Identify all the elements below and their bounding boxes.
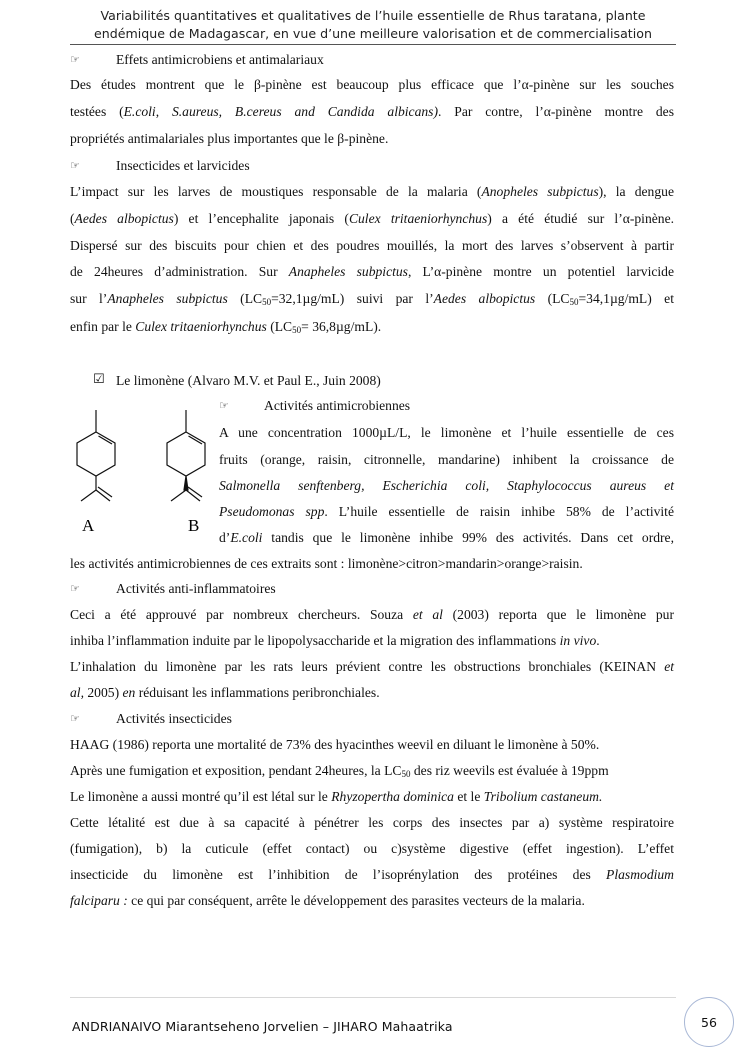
limonene-p2-line-2: inhiba l’inflammation induite par le lipopolysaccharide et la migration des inflammations in vivo.: [70, 633, 600, 648]
limonene-p3-line-2: Après une fumigation et exposition, pendant 24heures, la $LC_{50}$ des riz weevils est évaluée à 19ppm: [70, 763, 609, 779]
pointing-hand-icon: ☞: [70, 159, 80, 172]
pinene-p1-line-1: Des études montrent que le β-pinène est beaucoup plus efficace que l’α-pinène sur les souches: [70, 77, 674, 92]
pinene-p2-line-6: enfin par le Culex tritaeniorhynchus $(LC_{50}= 36,8\mu g/mL)$.: [70, 319, 382, 335]
limonene-p3-line-3: Le limonène a aussi montré qu’il est létal sur le Rhyzopertha dominica et le Tribolium castaneum.: [70, 789, 603, 804]
pointing-hand-icon: ☞: [219, 399, 229, 412]
structure-label-b: B: [188, 516, 200, 535]
limonene-p1-line-1: A une concentration 1000µL/L, le limonène et l’huile essentielle de ces: [219, 425, 674, 440]
heading-anti-inflammatory: Activités anti-inflammatoires: [116, 581, 276, 596]
heading-limonene-insecticides: Activités insecticides: [116, 711, 232, 726]
pinene-p2-line-1: L’impact sur les larves de moustiques responsable de la malaria (Anopheles subpictus), la dengue: [70, 184, 674, 199]
limonene-p1-line-4: Pseudomonas spp. L’huile essentielle de raisin inhibe 58% de l’activité: [219, 504, 674, 519]
limonene-p1-line-3: Salmonella senftenberg, Escherichia coli, Staphylococcus aureus et: [219, 478, 674, 493]
pinene-p2-line-4: de 24heures d’administration. Sur Anapheles subpictus, L’α-pinène montre un potentiel larvicide: [70, 264, 674, 279]
footer-authors: ANDRIANAIVO Miarantseheno Jorvelien – JIHARO Mahaatrika: [72, 1019, 453, 1034]
limonene-p3-line-5: (fumigation), b) la cuticule (effet contact) ou c)système digestive (effet ingestion). L’effet: [70, 841, 674, 856]
pinene-p2-line-5: sur l’Anapheles subpictus $(LC_{50}=32,1\mu g/mL)$ suivi par l’Aedes albopictus $(LC_{50}=34,1\mu g/mL)$ et: [70, 291, 674, 307]
page-number-badge: [684, 997, 734, 1047]
limonene-p3-line-4: Cette létalité est due à sa capacité à pénétrer les corps des insectes par a) système respiratoire: [70, 815, 674, 830]
limonene-structures-figure: [62, 400, 212, 540]
page-number: 56: [701, 1014, 717, 1030]
pointing-hand-icon: ☞: [70, 712, 80, 725]
pinene-p2-line-3: Dispersé sur des biscuits pour chien et des poudres mouillés, la mort des larves s’observent à partir: [70, 238, 674, 253]
limonene-p1-line-6: les activités antimicrobiennes de ces extraits sont : limonène>citron>mandarin>orange>raisin.: [70, 556, 583, 571]
limonene-p1-line-5: d’E.coli tandis que le limonène inhibe 99% des activités. Dans cet ordre,: [219, 530, 674, 545]
running-header: [70, 7, 676, 43]
footer-divider: [70, 997, 676, 998]
heading-antimicrobial-antimalarial: Effets antimicrobiens et antimalariaux: [116, 52, 324, 67]
header-divider: [70, 44, 676, 45]
heading-insecticides-larvicides: Insecticides et larvicides: [116, 158, 250, 173]
limonene-p3-line-6: insecticide du limonène est l’inhibition de l’isoprénylation des protéines des Plasmodium: [70, 867, 674, 882]
limonene-p3-line-1: HAAG (1986) reporta une mortalité de 73% des hyacinthes weevil en diluant le limonène à 50%.: [70, 737, 600, 752]
limonene-section-title: Le limonène (Alvaro M.V. et Paul E., Juin 2008): [116, 373, 381, 388]
header-line-2: endémique de Madagascar, en vue d’une meilleure valorisation et de commercialisation: [94, 26, 652, 41]
limonene-structure-a: [77, 410, 115, 501]
limonene-p2-line-1: Ceci a été approuvé par nombreux chercheurs. Souza et al (2003) reporta que le limonène pur: [70, 607, 674, 622]
limonene-structure-b: [167, 410, 205, 501]
pinene-p2-line-2: (Aedes albopictus) et l’encephalite japonais (Culex tritaeniorhynchus) a été étudié sur l’α-pinène.: [70, 211, 675, 226]
header-line-1: Variabilités quantitatives et qualitatives de l’huile essentielle de Rhus taratana, plante: [100, 8, 646, 23]
pinene-p1-line-3: propriétés antimalariales plus importantes que le β-pinène.: [70, 131, 389, 146]
pointing-hand-icon: ☞: [70, 53, 80, 66]
limonene-p1-line-2: fruits (orange, raisin, citronnelle, mandarine) inhibent la croissance de: [219, 452, 674, 467]
limonene-p2-line-3: L’inhalation du limonène par les rats leurs prévient contre les obstructions bronchiales (KEINAN et: [70, 659, 674, 674]
checked-box-icon: ☑: [93, 372, 105, 387]
limonene-p3-line-7: falciparu : ce qui par conséquent, arrête le développement des parasites vecteurs de la malaria.: [70, 893, 585, 908]
pinene-p1-line-2: testées (E.coli, S.aureus, B.cereus and Candida albicans). Par contre, l’α-pinène montre des: [70, 104, 674, 119]
pointing-hand-icon: ☞: [70, 582, 80, 595]
heading-limonene-antimicrobial: Activités antimicrobiennes: [264, 398, 411, 413]
structure-label-a: A: [82, 516, 95, 535]
limonene-p2-line-4: al, 2005) en réduisant les inflammations peribronchiales.: [70, 685, 380, 700]
